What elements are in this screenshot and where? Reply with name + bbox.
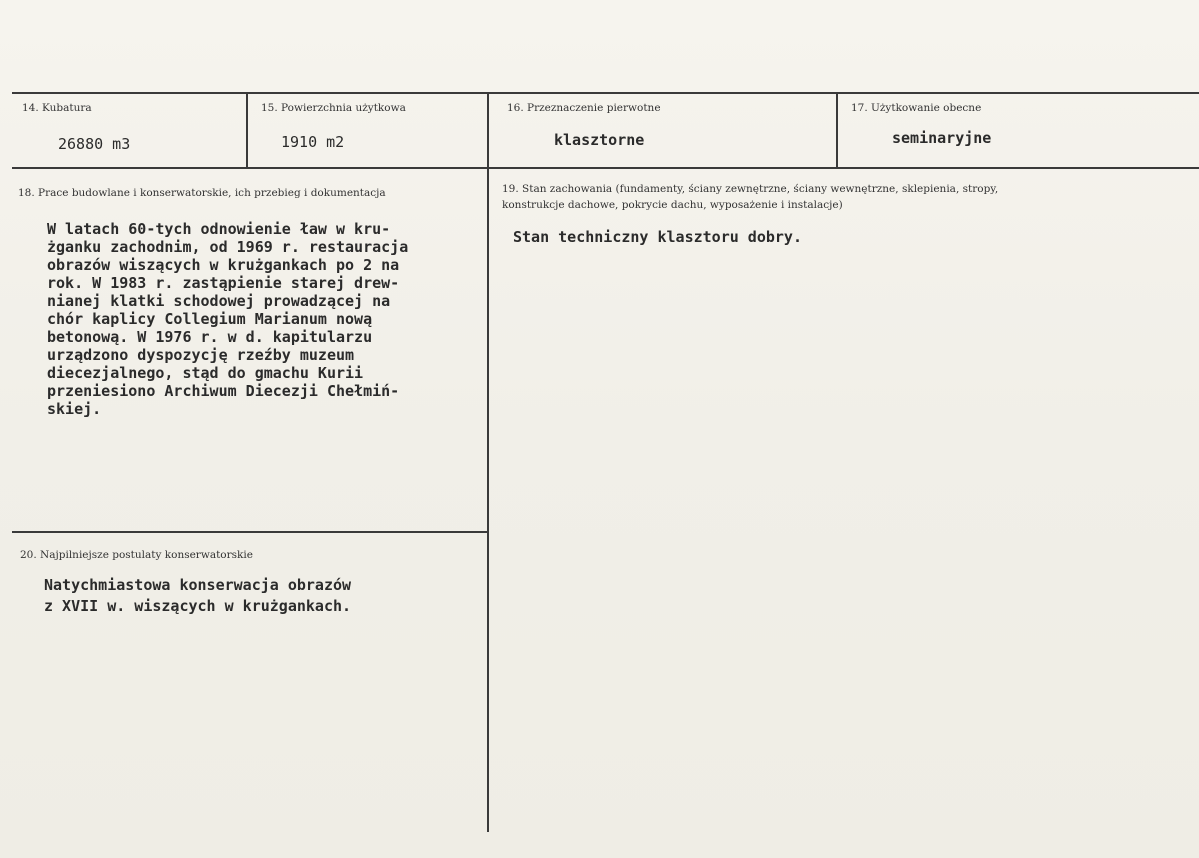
field-18-label: 18. Prace budowlane i konserwatorskie, ich przebieg i dokumentacja xyxy=(18,187,386,199)
section-18-20-divider-line xyxy=(12,531,488,533)
field-18-line: W latach 60-tych odnowienie ław w kru- xyxy=(47,220,391,238)
field-19-value: Stan techniczny klasztoru dobry. xyxy=(513,228,802,246)
field-20-label: 20. Najpilniejsze postulaty konserwatorskie xyxy=(20,549,253,561)
field-18-line: chór kaplicy Collegium Marianum nową xyxy=(47,310,373,328)
field-17-value: seminaryjne xyxy=(892,129,992,147)
field-14-label: 14. Kubatura xyxy=(22,102,92,114)
field-16-value: klasztorne xyxy=(554,131,645,149)
row-divider-line xyxy=(12,167,1199,169)
field-18-line: rok. W 1983 r. zastąpienie starej drew- xyxy=(47,274,400,292)
field-15-label: 15. Powierzchnia użytkowa xyxy=(261,102,406,114)
col-divider-1 xyxy=(246,92,248,168)
field-18-line: obrazów wiszących w krużgankach po 2 na xyxy=(47,256,400,274)
field-18-line: diecezjalnego, stąd do gmachu Kurii xyxy=(47,364,364,382)
field-18-line: skiej. xyxy=(47,400,102,418)
field-19-label-line-1: 19. Stan zachowania (fundamenty, ściany zewnętrzne, ściany wewnętrzne, sklepienia, stropy, xyxy=(502,183,999,195)
field-18-line: betonową. W 1976 r. w d. kapitularzu xyxy=(47,328,373,346)
field-15-value: 1910 m2 xyxy=(281,133,345,151)
top-border-line xyxy=(12,92,1199,94)
field-17-label: 17. Użytkowanie obecne xyxy=(851,102,982,114)
col-divider-2 xyxy=(487,92,489,832)
field-18-line: przeniesiono Archiwum Diecezji Chełmiń- xyxy=(47,382,400,400)
field-18-line: żganku zachodnim, od 1969 r. restauracja xyxy=(47,238,409,256)
field-20-line: Natychmiastowa konserwacja obrazów xyxy=(44,576,352,594)
field-19-label-line-2: konstrukcje dachowe, pokrycie dachu, wyposażenie i instalacje) xyxy=(502,199,843,211)
col-divider-3 xyxy=(836,92,838,168)
field-20-line: z XVII w. wiszących w krużgankach. xyxy=(44,597,352,615)
field-16-label: 16. Przeznaczenie pierwotne xyxy=(507,102,661,114)
field-14-value: 26880 m3 xyxy=(58,135,131,153)
field-18-line: urządzono dyspozycję rzeźby muzeum xyxy=(47,346,355,364)
field-18-line: nianej klatki schodowej prowadzącej na xyxy=(47,292,391,310)
